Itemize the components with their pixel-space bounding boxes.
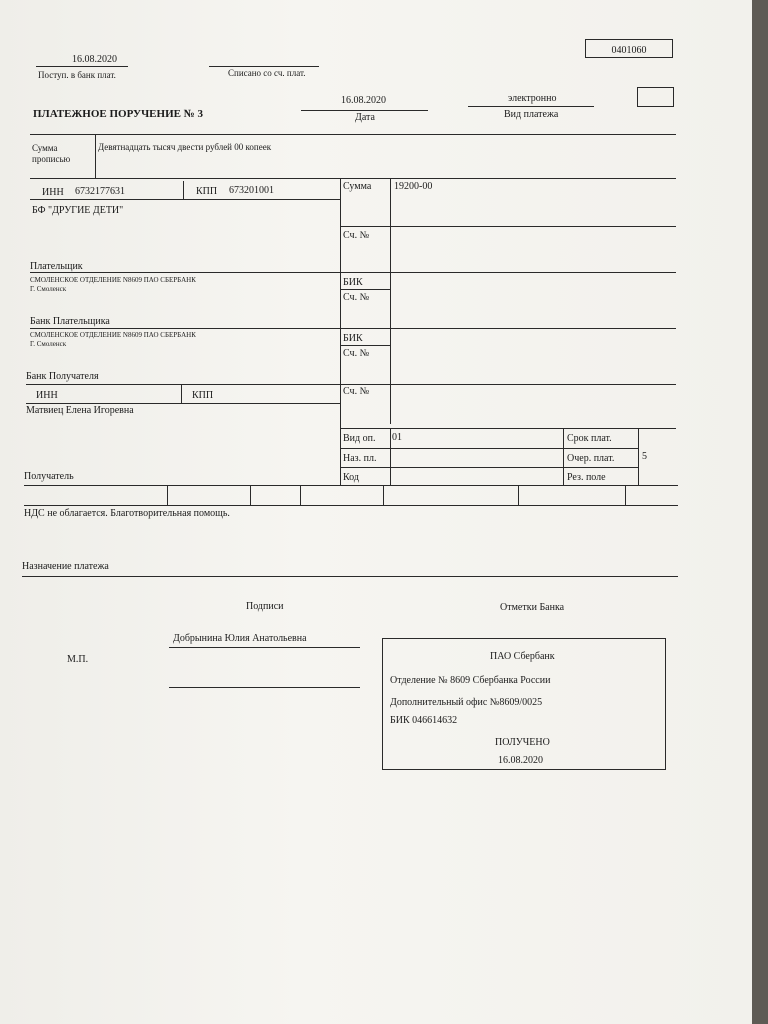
debited-label: Списано со сч. плат.	[228, 68, 306, 78]
payer-bank-role-label: Банк Плательщика	[30, 316, 110, 327]
payer-kpp: 673201001	[229, 185, 274, 196]
stamp-office: Дополнительный офис №8609/0025	[390, 697, 543, 708]
stamp-date: 16.08.2020	[498, 755, 543, 766]
purpose-label: Назначение платежа	[22, 561, 109, 572]
payer-bank-city: Г. Смоленск	[30, 285, 67, 293]
stamp-bank: ПАО Сбербанк	[490, 651, 555, 662]
recipient-name: Матвиец Елена Игоревна	[26, 405, 134, 416]
payment-type: электронно	[508, 93, 557, 104]
received-date: 16.08.2020	[72, 54, 117, 65]
purpose-text: НДС не облагается. Благотворительная помощь.	[24, 508, 230, 519]
stamp-label: М.П.	[67, 654, 89, 665]
order-date: 16.08.2020	[341, 95, 386, 106]
page-title: ПЛАТЕЖНОЕ ПОРУЧЕНИЕ № 3	[33, 108, 204, 120]
payer-kpp-label: КПП	[196, 186, 218, 197]
signatures-label: Подписи	[246, 601, 284, 612]
signer-name: Добрынина Юлия Анатольевна	[173, 633, 307, 644]
priority: 5	[642, 451, 647, 462]
payer-inn: 6732177631	[75, 186, 125, 197]
recipient-account-label: Сч. №	[343, 386, 370, 397]
stamp-bik: БИК 046614632	[390, 715, 458, 726]
recipient-kpp-label: КПП	[192, 390, 214, 401]
recipient-role-label: Получатель	[24, 471, 74, 482]
amount-words-label-2: прописью	[32, 154, 71, 164]
payer-name: БФ "ДРУГИЕ ДЕТИ"	[32, 205, 124, 216]
term-label: Срок плат.	[567, 433, 612, 444]
payer-bank-account-label: Сч. №	[343, 292, 370, 303]
sum-label: Сумма	[343, 181, 372, 192]
recipient-bank-role-label: Банк Получателя	[26, 371, 99, 382]
payer-role-label: Плательщик	[30, 261, 83, 272]
reserve-label: Рез. поле	[567, 472, 606, 483]
payment-type-label: Вид платежа	[504, 109, 559, 120]
purpose-code-label: Наз. пл.	[343, 453, 377, 464]
recipient-bank-bik-label: БИК	[343, 333, 363, 344]
form-code: 0401060	[611, 45, 647, 56]
payment-type-code-box	[637, 87, 674, 107]
amount-words-label-1: Сумма	[32, 143, 58, 153]
form-code-box	[585, 39, 673, 58]
priority-label: Очер. плат.	[567, 453, 615, 464]
payer-account-label: Сч. №	[343, 230, 370, 241]
stamp-branch: Отделение № 8609 Сбербанка России	[390, 675, 551, 686]
op-type-label: Вид оп.	[343, 433, 376, 444]
payer-inn-label: ИНН	[42, 187, 64, 198]
payer-bank-name: СМОЛЕНСКОЕ ОТДЕЛЕНИЕ N8609 ПАО СБЕРБАНК	[30, 276, 196, 284]
received-label: Поступ. в банк плат.	[38, 70, 116, 80]
stamp-status: ПОЛУЧЕНО	[495, 737, 550, 748]
code-label: Код	[343, 472, 359, 483]
table-surface	[752, 0, 768, 1024]
recipient-bank-account-label: Сч. №	[343, 348, 370, 359]
payer-bank-bik-label: БИК	[343, 277, 363, 288]
recipient-inn-label: ИНН	[36, 390, 58, 401]
op-type: 01	[392, 432, 402, 443]
recipient-bank-name: СМОЛЕНСКОЕ ОТДЕЛЕНИЕ N8609 ПАО СБЕРБАНК	[30, 331, 196, 339]
bank-marks-label: Отметки Банка	[500, 602, 565, 613]
date-label: Дата	[355, 112, 375, 123]
recipient-bank-city: Г. Смоленск	[30, 340, 67, 348]
amount-words: Девятнадцать тысяч двести рублей 00 копеек	[98, 142, 272, 152]
sum-value: 19200-00	[394, 181, 433, 192]
